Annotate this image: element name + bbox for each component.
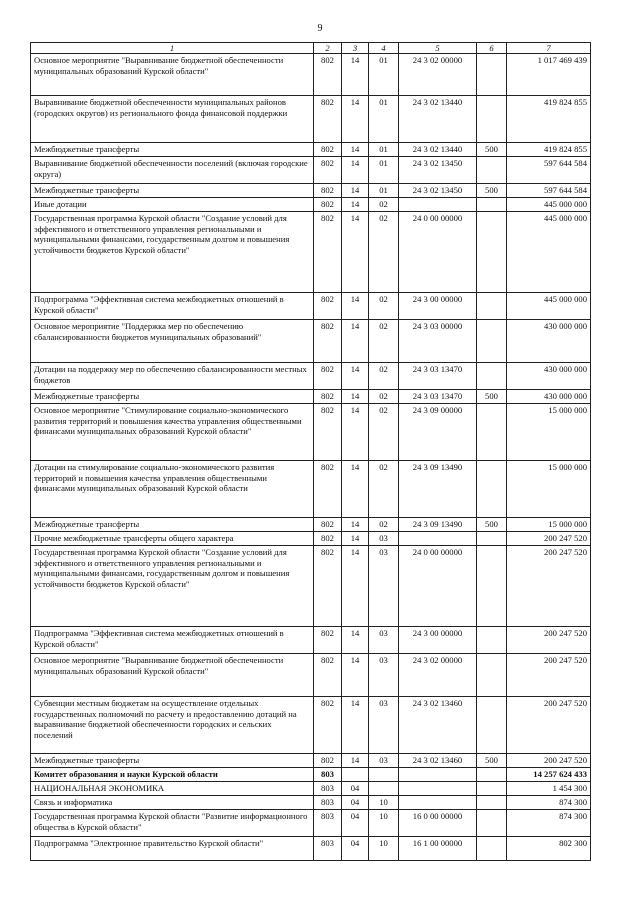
row-section: 14 — [342, 293, 369, 320]
row-admin-code: 802 — [314, 390, 342, 404]
row-name: Государственная программа Курской области "Развитие информационного общества в Курской области" — [31, 810, 314, 837]
row-amount: 445 000 000 — [507, 212, 591, 293]
row-section: 14 — [342, 363, 369, 390]
row-admin-code: 802 — [314, 143, 342, 157]
row-name: Субвенции местным бюджетам на осуществление отдельных государственных полномочий по расчету и предоставлению дотаций на выравнивание бюджетной обеспеченности городских и сельских поселений — [31, 697, 314, 754]
row-subsection: 01 — [369, 184, 399, 198]
row-amount: 14 257 624 433 — [507, 768, 591, 782]
row-amount: 15 000 000 — [507, 518, 591, 532]
row-admin-code: 803 — [314, 768, 342, 782]
row-name: Межбюджетные трансферты — [31, 518, 314, 532]
row-admin-code: 803 — [314, 796, 342, 810]
row-section — [342, 768, 369, 782]
row-subsection — [369, 782, 399, 796]
column-header: 3 — [342, 43, 369, 54]
page-number: 9 — [317, 23, 323, 34]
row-name: Основное мероприятие "Стимулирование социально-экономического развития территорий и повышения качества управления общественными финансами муниципальных образований Курской области" — [31, 404, 314, 461]
table-row — [31, 390, 591, 404]
row-amount: 430 000 000 — [507, 390, 591, 404]
row-expense-type — [477, 461, 507, 518]
row-admin-code: 802 — [314, 212, 342, 293]
row-expense-type — [477, 363, 507, 390]
row-amount: 802 300 — [507, 837, 591, 861]
row-admin-code: 802 — [314, 320, 342, 363]
table-row — [31, 184, 591, 198]
row-name: Иные дотации — [31, 198, 314, 212]
row-name: Межбюджетные трансферты — [31, 754, 314, 768]
row-admin-code: 802 — [314, 363, 342, 390]
row-section: 04 — [342, 837, 369, 861]
row-subsection: 01 — [369, 96, 399, 143]
table-row — [31, 754, 591, 768]
row-admin-code: 803 — [314, 810, 342, 837]
row-admin-code: 802 — [314, 184, 342, 198]
row-subsection: 02 — [369, 212, 399, 293]
row-section: 14 — [342, 461, 369, 518]
table-row — [31, 532, 591, 546]
table-row — [31, 782, 591, 796]
row-expense-type — [477, 654, 507, 697]
table-row — [31, 143, 591, 157]
table-row — [31, 518, 591, 532]
row-target-article — [399, 198, 477, 212]
table-row — [31, 54, 591, 96]
row-amount: 419 824 855 — [507, 96, 591, 143]
row-expense-type — [477, 837, 507, 861]
row-name: Межбюджетные трансферты — [31, 390, 314, 404]
row-admin-code: 802 — [314, 654, 342, 697]
row-target-article: 24 3 02 13460 — [399, 697, 477, 754]
row-admin-code: 802 — [314, 198, 342, 212]
row-section: 14 — [342, 212, 369, 293]
row-section: 14 — [342, 754, 369, 768]
row-name: Дотации на стимулирование социально-экономического развития территорий и повышения качества управления общественными финансами муниципальных образований Курской области — [31, 461, 314, 518]
row-subsection: 01 — [369, 54, 399, 96]
column-header: 6 — [477, 43, 507, 54]
table-row — [31, 837, 591, 861]
table-body — [31, 54, 591, 861]
row-name: Основное мероприятие "Выравнивание бюджетной обеспеченности муниципальных образований Курской области" — [31, 54, 314, 96]
row-name: Комитет образования и науки Курской области — [31, 768, 314, 782]
row-target-article: 24 3 02 13450 — [399, 184, 477, 198]
row-subsection: 02 — [369, 363, 399, 390]
row-target-article — [399, 768, 477, 782]
table-row — [31, 654, 591, 697]
row-expense-type — [477, 697, 507, 754]
row-subsection: 02 — [369, 390, 399, 404]
row-section: 04 — [342, 810, 369, 837]
row-subsection: 10 — [369, 810, 399, 837]
row-subsection: 02 — [369, 320, 399, 363]
row-section: 14 — [342, 143, 369, 157]
row-amount: 200 247 520 — [507, 627, 591, 654]
row-subsection: 03 — [369, 654, 399, 697]
row-target-article: 24 3 02 00000 — [399, 654, 477, 697]
row-expense-type — [477, 54, 507, 96]
table-row — [31, 96, 591, 143]
table-row — [31, 363, 591, 390]
row-section: 14 — [342, 184, 369, 198]
row-amount: 430 000 000 — [507, 320, 591, 363]
row-amount: 597 644 584 — [507, 157, 591, 184]
row-section: 04 — [342, 782, 369, 796]
row-expense-type — [477, 627, 507, 654]
row-amount: 15 000 000 — [507, 461, 591, 518]
column-header: 2 — [314, 43, 342, 54]
row-target-article: 24 0 00 00000 — [399, 546, 477, 627]
row-name: Государственная программа Курской области "Создание условий для эффективного и ответственного управления региональными и муниципальными финансами, государственным долгом и повышения устойчивости бюджетов Курской области" — [31, 212, 314, 293]
table-row — [31, 157, 591, 184]
row-target-article: 24 3 00 00000 — [399, 627, 477, 654]
row-admin-code: 803 — [314, 837, 342, 861]
row-section: 14 — [342, 404, 369, 461]
row-amount: 597 644 584 — [507, 184, 591, 198]
row-admin-code: 802 — [314, 532, 342, 546]
column-header: 1 — [31, 43, 314, 54]
row-section: 14 — [342, 96, 369, 143]
row-amount: 874 300 — [507, 796, 591, 810]
row-amount: 445 000 000 — [507, 198, 591, 212]
row-target-article: 24 3 00 00000 — [399, 293, 477, 320]
row-target-article: 24 3 03 13470 — [399, 363, 477, 390]
table-row — [31, 404, 591, 461]
row-section: 14 — [342, 627, 369, 654]
row-amount: 200 247 520 — [507, 754, 591, 768]
table-row — [31, 212, 591, 293]
row-subsection: 03 — [369, 754, 399, 768]
row-amount: 1 454 300 — [507, 782, 591, 796]
row-admin-code: 802 — [314, 697, 342, 754]
row-subsection: 03 — [369, 697, 399, 754]
row-name: Основное мероприятие "Поддержка мер по обеспечению сбалансированности бюджетов муниципальных образований" — [31, 320, 314, 363]
row-section: 14 — [342, 546, 369, 627]
row-expense-type: 500 — [477, 143, 507, 157]
row-name: НАЦИОНАЛЬНАЯ ЭКОНОМИКА — [31, 782, 314, 796]
row-section: 14 — [342, 54, 369, 96]
row-subsection: 02 — [369, 293, 399, 320]
row-target-article: 24 0 00 00000 — [399, 212, 477, 293]
row-amount: 15 000 000 — [507, 404, 591, 461]
table-row — [31, 546, 591, 627]
row-amount: 419 824 855 — [507, 143, 591, 157]
row-amount: 200 247 520 — [507, 654, 591, 697]
row-target-article: 24 3 02 13440 — [399, 143, 477, 157]
row-expense-type — [477, 157, 507, 184]
row-amount: 874 300 — [507, 810, 591, 837]
column-header: 7 — [507, 43, 591, 54]
row-subsection: 02 — [369, 518, 399, 532]
row-expense-type — [477, 532, 507, 546]
row-section: 14 — [342, 518, 369, 532]
row-target-article: 24 3 02 13450 — [399, 157, 477, 184]
row-expense-type — [477, 768, 507, 782]
table-row — [31, 697, 591, 754]
row-target-article — [399, 782, 477, 796]
table-row — [31, 461, 591, 518]
column-header: 4 — [369, 43, 399, 54]
row-name: Межбюджетные трансферты — [31, 184, 314, 198]
row-section: 14 — [342, 198, 369, 212]
table-row — [31, 810, 591, 837]
table-row — [31, 320, 591, 363]
row-expense-type — [477, 198, 507, 212]
table-row — [31, 768, 591, 782]
row-name: Выравнивание бюджетной обеспеченности поселений (включая городские округа) — [31, 157, 314, 184]
row-admin-code: 802 — [314, 293, 342, 320]
row-target-article: 24 3 09 00000 — [399, 404, 477, 461]
row-expense-type — [477, 293, 507, 320]
row-expense-type: 500 — [477, 754, 507, 768]
row-section: 14 — [342, 157, 369, 184]
row-amount: 200 247 520 — [507, 532, 591, 546]
table-row — [31, 198, 591, 212]
row-admin-code: 802 — [314, 627, 342, 654]
table-header-row — [31, 43, 591, 54]
row-admin-code: 802 — [314, 96, 342, 143]
row-expense-type — [477, 796, 507, 810]
budget-table — [30, 42, 591, 861]
row-expense-type — [477, 404, 507, 461]
row-name: Межбюджетные трансферты — [31, 143, 314, 157]
row-name: Подпрограмма "Эффективная система межбюджетных отношений в Курской области" — [31, 293, 314, 320]
table-row — [31, 293, 591, 320]
row-expense-type — [477, 212, 507, 293]
row-expense-type — [477, 96, 507, 143]
row-name: Государственная программа Курской области "Создание условий для эффективного и ответственного управления региональными и муниципальными финансами, государственным долгом и повышения устойчивости бюджетов Курской области" — [31, 546, 314, 627]
row-expense-type — [477, 546, 507, 627]
row-target-article: 16 0 00 00000 — [399, 810, 477, 837]
row-target-article: 24 3 02 13460 — [399, 754, 477, 768]
row-target-article — [399, 796, 477, 810]
row-expense-type — [477, 782, 507, 796]
row-amount: 445 000 000 — [507, 293, 591, 320]
row-name: Основное мероприятие "Выравнивание бюджетной обеспеченности муниципальных образований Курской области" — [31, 654, 314, 697]
row-amount: 1 017 469 439 — [507, 54, 591, 96]
row-target-article: 24 3 03 00000 — [399, 320, 477, 363]
row-target-article: 24 3 02 13440 — [399, 96, 477, 143]
row-target-article: 24 3 03 13470 — [399, 390, 477, 404]
table-row — [31, 796, 591, 810]
row-subsection: 03 — [369, 546, 399, 627]
row-expense-type — [477, 810, 507, 837]
row-target-article — [399, 532, 477, 546]
row-admin-code: 802 — [314, 461, 342, 518]
row-subsection: 02 — [369, 461, 399, 518]
row-section: 14 — [342, 390, 369, 404]
row-amount: 430 000 000 — [507, 363, 591, 390]
row-expense-type: 500 — [477, 518, 507, 532]
row-subsection: 03 — [369, 532, 399, 546]
row-amount: 200 247 520 — [507, 697, 591, 754]
row-name: Связь и информатика — [31, 796, 314, 810]
row-subsection: 01 — [369, 143, 399, 157]
row-admin-code: 802 — [314, 754, 342, 768]
row-name: Прочие межбюджетные трансферты общего характера — [31, 532, 314, 546]
column-header: 5 — [399, 43, 477, 54]
row-admin-code: 802 — [314, 404, 342, 461]
table-row — [31, 627, 591, 654]
row-admin-code: 802 — [314, 157, 342, 184]
row-name: Подпрограмма "Электронное правительство Курской области" — [31, 837, 314, 861]
row-expense-type: 500 — [477, 390, 507, 404]
row-name: Выравнивание бюджетной обеспеченности муниципальных районов (городских округов) из регионального фонда финансовой поддержки — [31, 96, 314, 143]
row-subsection: 02 — [369, 404, 399, 461]
row-admin-code: 803 — [314, 782, 342, 796]
row-subsection — [369, 768, 399, 782]
row-admin-code: 802 — [314, 518, 342, 532]
row-subsection: 10 — [369, 796, 399, 810]
row-subsection: 01 — [369, 157, 399, 184]
row-target-article: 24 3 09 13490 — [399, 518, 477, 532]
row-section: 14 — [342, 320, 369, 363]
row-subsection: 10 — [369, 837, 399, 861]
row-admin-code: 802 — [314, 546, 342, 627]
row-admin-code: 802 — [314, 54, 342, 96]
row-target-article: 24 3 02 00000 — [399, 54, 477, 96]
row-section: 04 — [342, 796, 369, 810]
row-name: Подпрограмма "Эффективная система межбюджетных отношений в Курской области" — [31, 627, 314, 654]
row-expense-type: 500 — [477, 184, 507, 198]
row-section: 14 — [342, 532, 369, 546]
row-target-article: 24 3 09 13490 — [399, 461, 477, 518]
row-name: Дотации на поддержку мер по обеспечению сбалансированности местных бюджетов — [31, 363, 314, 390]
row-section: 14 — [342, 654, 369, 697]
row-section: 14 — [342, 697, 369, 754]
row-amount: 200 247 520 — [507, 546, 591, 627]
row-subsection: 02 — [369, 198, 399, 212]
row-target-article: 16 1 00 00000 — [399, 837, 477, 861]
row-subsection: 03 — [369, 627, 399, 654]
row-expense-type — [477, 320, 507, 363]
